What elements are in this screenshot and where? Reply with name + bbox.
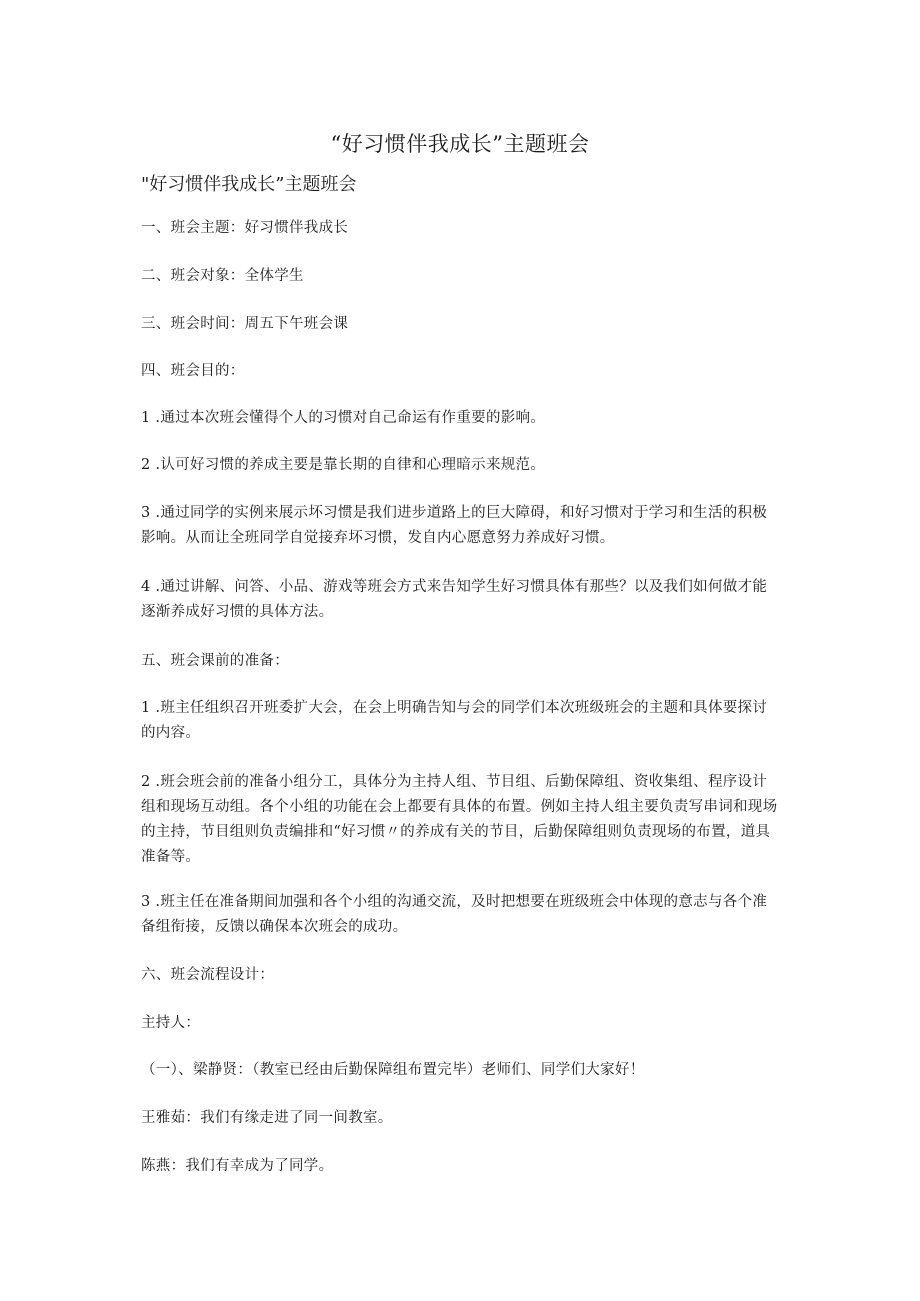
dialogue-line-2: 王雅茹：我们有缘走进了同一间教室。	[141, 1110, 393, 1126]
goal-item-4: 4 .通过讲解、问答、小品、游戏等班会方式来告知学生好习惯具体有那些？以及我们如何做才能逐渐养成好习惯的具体方法。	[141, 579, 768, 620]
section-audience: 二、班会对象：全体学生	[141, 268, 304, 284]
section-theme: 一、班会主题：好习惯伴我成长	[141, 220, 349, 236]
prep-item-2: 2 .班会班会前的准备小组分工，具体分为主持人组、节目组、后勤保障组、资收集组、程序设计组和现场互动组。各个小组的功能在会上都要有具体的布置。例如主持人组主要负责写串词和现场的主持，节目组则负责编排和“好习惯〃的养成有关的节目，后勤保障组则负责现场的布置，道具准备等。	[141, 774, 778, 865]
document-subtitle: "好习惯伴我成长”主题班会	[141, 174, 357, 195]
host-label: 主持人：	[141, 1015, 201, 1031]
dialogue-line-3: 陈燕：我们有幸成为了同学。	[141, 1158, 334, 1174]
section-goals-heading: 四、班会目的：	[141, 363, 245, 379]
goal-item-2: 2 .认可好习惯的养成主要是靠长期的自律和心理暗示来规范。	[141, 457, 546, 473]
goal-item-3: 3 .通过同学的实例来展示坏习惯是我们进步道路上的巨大障碍，和好习惯对于学习和生活的积极影响。从而让全班同学自觉接弃坏习惯，发自内心愿意努力养成好习惯。	[141, 505, 768, 546]
section-process-heading: 六、班会流程设计：	[141, 967, 275, 983]
dialogue-line-1: （一）、梁静贤：（教室已经由后勤保障组布置完毕）老师们、同学们大家好！	[141, 1062, 645, 1078]
section-time: 三、班会时间：周五下午班会课	[141, 316, 349, 332]
prep-item-1: 1 .班主任组织召开班委扩大会，在会上明确告知与会的同学们本次班级班会的主题和具体要探讨的内容。	[141, 700, 768, 741]
prep-item-3: 3 .班主任在准备期间加强和各个小组的沟通交流，及时把想要在班级班会中体现的意志与各个准备组衔接，反馈以确保本次班会的成功。	[141, 894, 768, 935]
document-title: “好习惯伴我成长”主题班会	[330, 132, 590, 156]
goal-item-1: 1 .通过本次班会懂得个人的习惯对自己命运有作重要的影响。	[141, 410, 546, 426]
section-preparation-heading: 五、班会课前的准备：	[141, 653, 289, 669]
